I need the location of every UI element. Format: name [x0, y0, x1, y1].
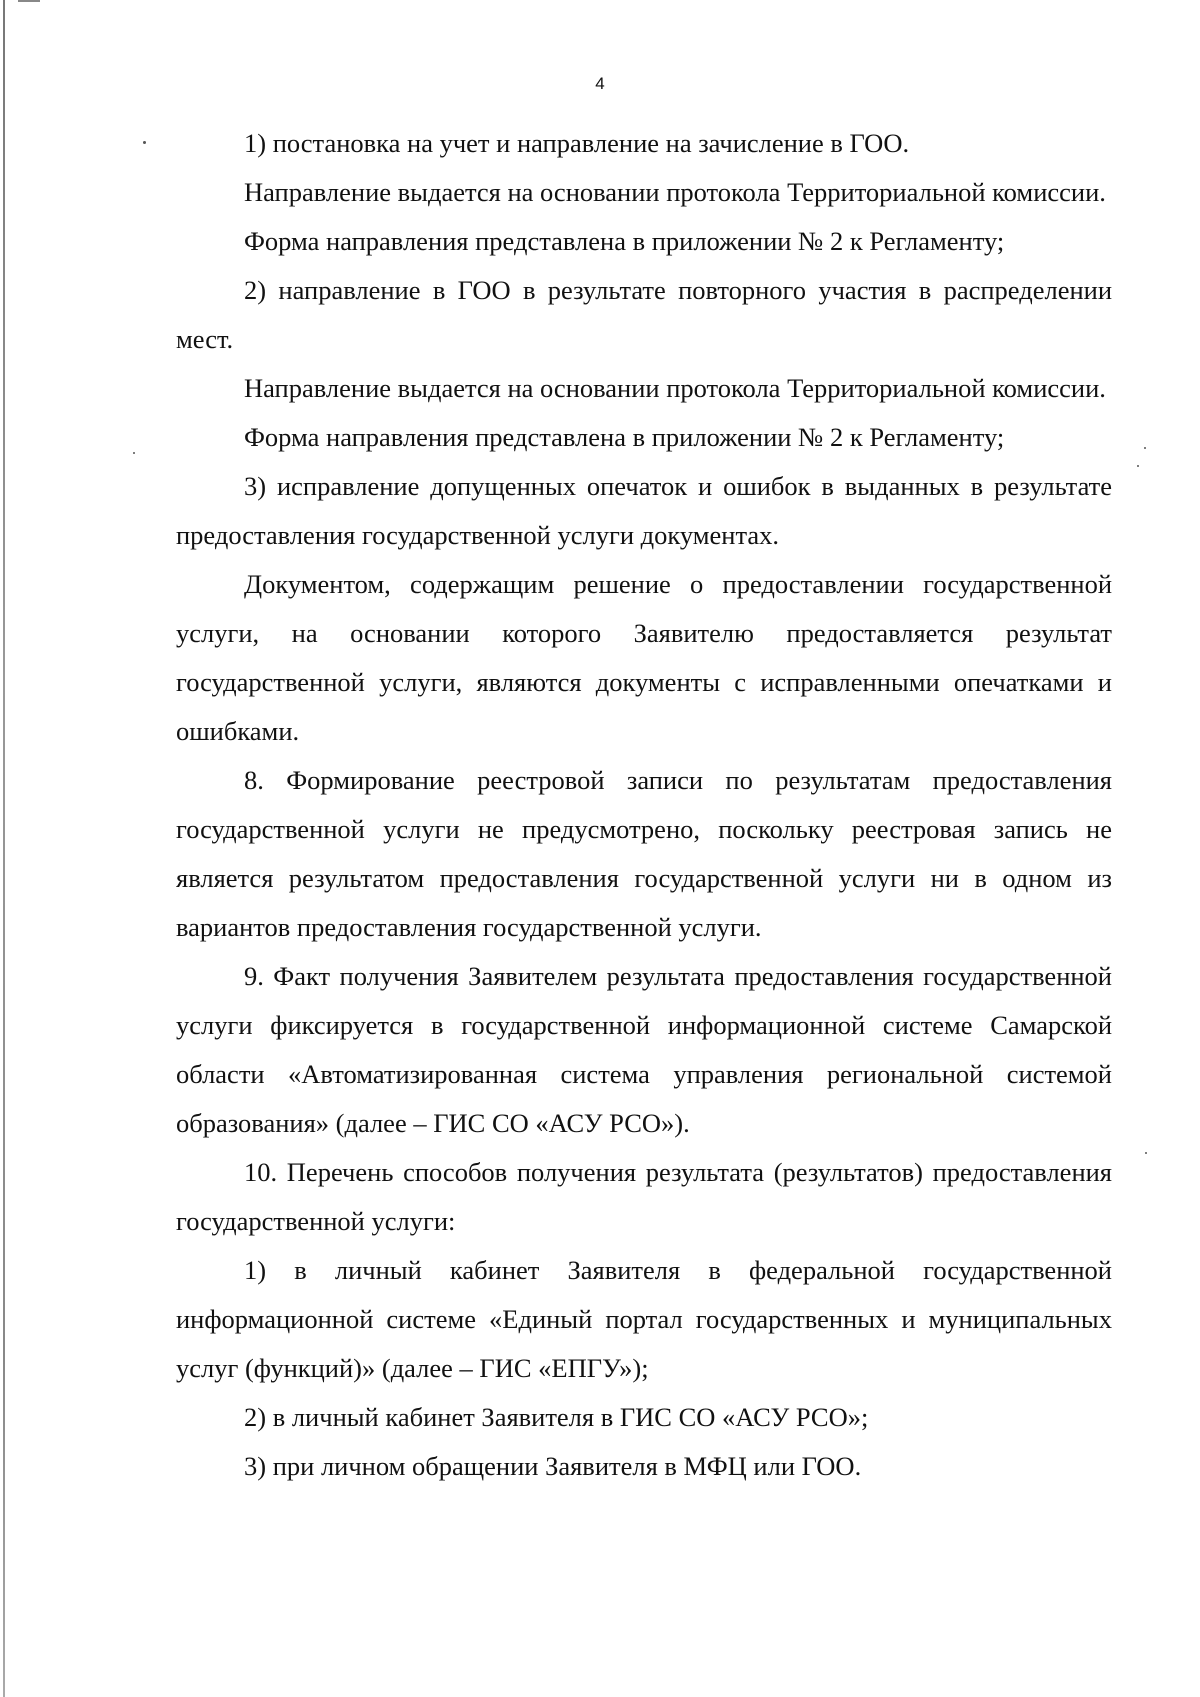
paragraph-direction-form: Форма направления представлена в приложении № 2 к Регламенту; [244, 422, 1005, 452]
scan-speck [133, 452, 135, 454]
paragraph-direction-basis: Направление выдается на основании протокола Территориальной комиссии. [244, 373, 1106, 403]
scan-corner-mark [18, 0, 40, 2]
paragraph-section-9: 9. Факт получения Заявителем результата предоставления государственной услуги фиксируется в государственной информационной системе Самарской области «Автоматизированная система управления региональной системой образования» (далее – ГИС СО «АСУ РСО»). [176, 961, 1112, 1138]
document-body [176, 119, 1112, 1491]
paragraph-decision-document: Документом, содержащим решение о предоставлении государственной услуги, на основании которого Заявителю предоставляется результат государственной услуги, являются документы с исправленными опечатками и ошибками. [176, 569, 1112, 746]
paragraph-item-1: 1) постановка на учет и направление на зачисление в ГОО. [244, 128, 910, 158]
scan-speck [143, 141, 146, 144]
paragraph-method-1: 1) в личный кабинет Заявителя в федеральной государственной информационной системе «Единый портал государственных и муниципальных услуг (функций)» (далее – ГИС «ЕПГУ»); [176, 1255, 1112, 1383]
paragraph-section-8: 8. Формирование реестровой записи по результатам предоставления государственной услуги не предусмотрено, поскольку реестровая запись не является результатом предоставления государственной услуги ни в одном из вариантов предоставления государственной услуги. [176, 765, 1112, 942]
paragraph-direction-form: Форма направления представлена в приложении № 2 к Регламенту; [244, 226, 1005, 256]
paragraph-direction-basis: Направление выдается на основании протокола Территориальной комиссии. [244, 177, 1106, 207]
scan-speck [1144, 447, 1146, 449]
scan-speck [1145, 1152, 1147, 1154]
paragraph-item-3: 3) исправление допущенных опечаток и ошибок в выданных в результате предоставления государственной услуги документах. [176, 471, 1112, 550]
scan-page-edge [3, 0, 5, 1697]
paragraph-method-2: 2) в личный кабинет Заявителя в ГИС СО «АСУ РСО»; [244, 1402, 869, 1432]
scan-speck [1137, 465, 1139, 467]
paragraph-item-2: 2) направление в ГОО в результате повторного участия в распределении мест. [176, 275, 1112, 354]
page-number: 4 [595, 74, 605, 93]
paragraph-section-10: 10. Перечень способов получения результата (результатов) предоставления государственной услуги: [176, 1157, 1112, 1236]
paragraph-method-3: 3) при личном обращении Заявителя в МФЦ или ГОО. [244, 1451, 862, 1481]
